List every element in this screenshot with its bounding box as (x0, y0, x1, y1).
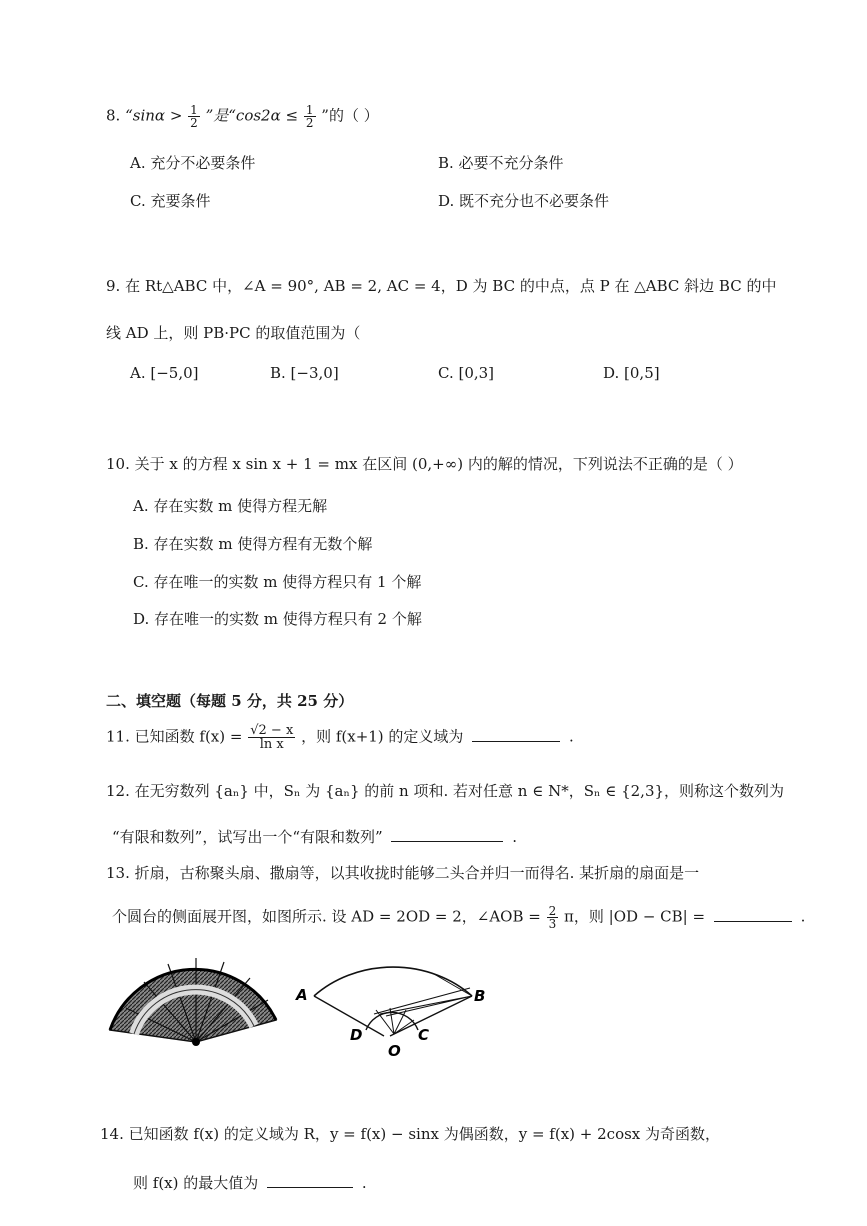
q14-line-2: 则 f(x) 的最大值为 . (133, 1174, 367, 1192)
q9-option-c: C. [0,3] (438, 364, 495, 382)
q8-fraction-1: $\frac{1}{2}$ (190, 103, 198, 130)
q11-part-a: 11. 已知函数 f(x) = (106, 727, 243, 746)
q13-answer-blank[interactable] (714, 920, 792, 922)
q10-stem: 10. 关于 x 的方程 x sin x + 1 = mx 在区间 (0,+∞) 内的解的情况，下列说法不正确的是（ ） (106, 455, 743, 473)
q8-option-b: B. 必要不充分条件 (438, 154, 564, 172)
q9-option-a: A. [−5,0] (130, 364, 199, 382)
q8-stem-part-b: ”是“cos2α ≤ (205, 106, 299, 125)
q8-stem (106, 104, 379, 129)
q8-option-a: A. 充分不必要条件 (130, 154, 256, 172)
diagram-label-b: B (474, 987, 486, 1005)
q10-option-d: D. 存在唯一的实数 m 使得方程只有 2 个解 (133, 610, 422, 628)
q8-option-d: D. 既不充分也不必要条件 (438, 192, 610, 210)
q11-answer-blank[interactable] (472, 740, 560, 742)
q8-number: 8. (106, 106, 121, 125)
q12-line-1: 12. 在无穷数列 {aₙ} 中，Sₙ 为 {aₙ} 的前 n 项和. 若对任意 n ∈ N*，Sₙ ∈ {2,3}，则称这个数列为 (106, 782, 785, 800)
q8-fraction-2: $\frac{1}{2}$ (305, 103, 314, 130)
q13-line-1: 13. 折扇，古称聚头扇、撒扇等，以其收拢时能够二头合并归一而得名. 某折扇的扇面是一 (106, 864, 700, 882)
q13-line-2: 个圆台的侧面展开图，如图所示. 设 AD = 2OD = 2，∠AOB = $\frac{2}{3}$ π，则 |OD − CB| = . (112, 904, 806, 931)
q9-line-2: 线 AD 上，则 PB·PC 的取值范围为（ (106, 324, 361, 342)
q10-option-c: C. 存在唯一的实数 m 使得方程只有 1 个解 (133, 573, 422, 591)
q10-option-a: A. 存在实数 m 使得方程无解 (133, 497, 328, 515)
diagram-label-c: C (418, 1026, 430, 1044)
q8-stem-part-a: “sinα > (125, 106, 183, 125)
q11-fraction: $\frac{√2 - x}{\text{ln x}}$ (250, 723, 294, 752)
q8-option-c: C. 充要条件 (130, 192, 211, 210)
q11-stem: 11. 已知函数 f(x) = $\frac{√2 - x}{\text{ln x}}$ ，则 f(x+1) 的定义域为 . (106, 723, 574, 752)
q12-line-2: “有限和数列”，试写出一个“有限和数列” . (112, 828, 518, 846)
q14-answer-blank[interactable] (267, 1186, 353, 1188)
diagram-label-a: A (296, 986, 308, 1004)
q13-fraction: $\frac{2}{3}$ (548, 904, 557, 931)
q9-line-1: 9. 在 Rt△ABC 中，∠A = 90°, AB = 2, AC = 4，D 为 BC 的中点，点 P 在 △ABC 斜边 BC 的中 (106, 277, 777, 295)
q9-option-d: D. [0,5] (603, 364, 660, 382)
folding-fan-photo (104, 948, 284, 1048)
q10-option-b: B. 存在实数 m 使得方程有无数个解 (133, 535, 373, 553)
section-2-heading: 二、填空题（每题 5 分，共 25 分） (106, 692, 354, 710)
q8-stem-part-c: ”的（ ） (321, 106, 379, 125)
q9-option-b: B. [−3,0] (270, 364, 339, 382)
q12-answer-blank[interactable] (391, 840, 503, 842)
diagram-label-o: O (388, 1042, 401, 1060)
q14-line-1: 14. 已知函数 f(x) 的定义域为 R，y = f(x) − sinx 为偶函数，y = f(x) + 2cosx 为奇函数， (100, 1125, 721, 1143)
fan-geometry-diagram (294, 944, 504, 1064)
q11-part-b: ，则 f(x+1) 的定义域为 (301, 727, 464, 746)
diagram-label-d: D (350, 1026, 363, 1044)
